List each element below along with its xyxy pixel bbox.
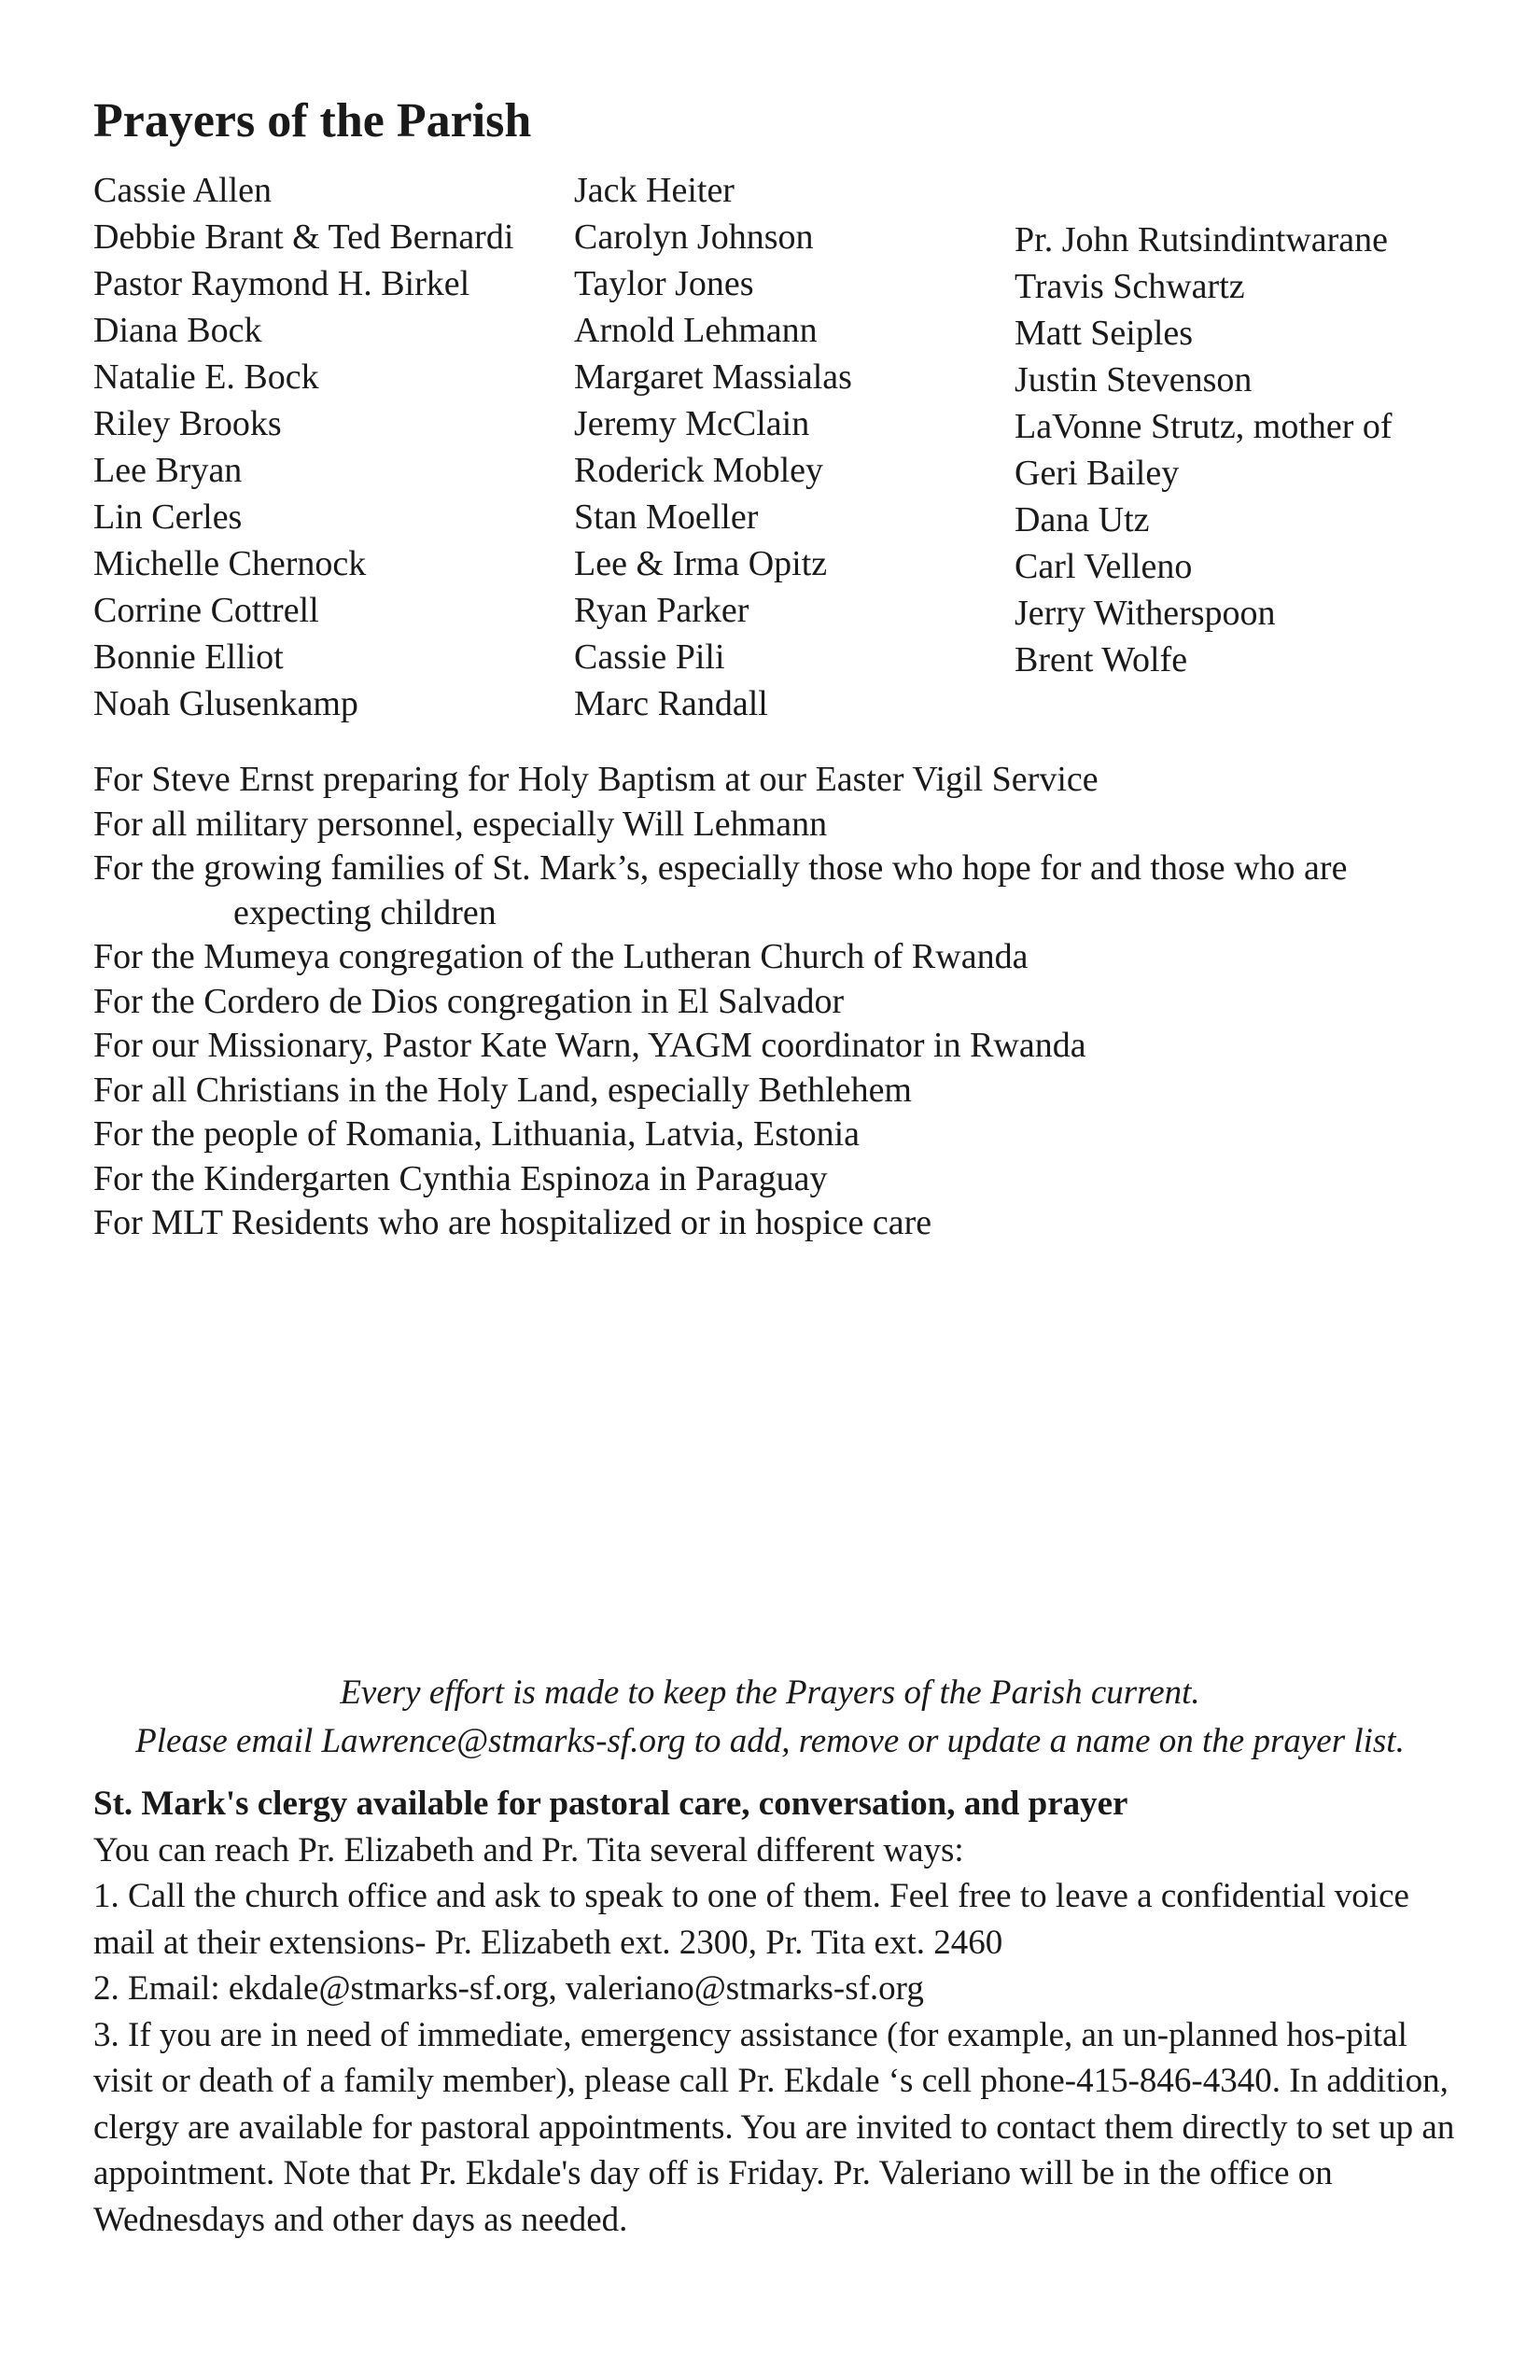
prayer-name: Carl Velleno	[1015, 547, 1193, 586]
prayer-intention: For the growing families of St. Mark’s, especially those who hope for and those who are expecting children	[93, 848, 1348, 932]
prayer-name: Lin Cerles	[93, 497, 243, 537]
prayer-name: Diana Bock	[93, 311, 262, 350]
clergy-item-1: 1. Call the church office and ask to speak to one of them. Feel free to leave a confidential voice mail at their extensions- Pr. Elizabeth ext. 2300, Pr. Tita ext. 2460	[93, 1877, 1409, 1962]
prayer-name: Lee Bryan	[93, 451, 243, 490]
prayer-name: LaVonne Strutz, mother of	[1015, 407, 1393, 446]
prayer-name: Lee & Irma Opitz	[574, 544, 828, 583]
prayer-name: Jeremy McClain	[574, 404, 810, 443]
prayer-intention: For MLT Residents who are hospitalized or in hospice care	[93, 1203, 932, 1242]
prayer-name: Roderick Mobley	[574, 451, 824, 490]
prayer-names-column-3	[1015, 217, 1393, 683]
clergy-item-2: 2. Email: ekdale@stmarks-sf.org, valeriano@stmarks-sf.org	[93, 1969, 924, 2008]
prayer-name: Michelle Chernock	[93, 544, 367, 583]
prayer-name: Pastor Raymond H. Birkel	[93, 264, 470, 303]
prayer-name: Pr. John Rutsindintwarane	[1015, 220, 1389, 259]
clergy-section	[93, 1781, 1456, 2243]
prayer-name: Jerry Witherspoon	[1015, 594, 1276, 633]
prayer-name: Natalie E. Bock	[93, 357, 319, 397]
prayer-intention: For the people of Romania, Lithuania, Latvia, Estonia	[93, 1114, 861, 1154]
prayer-name: Bonnie Elliot	[93, 637, 284, 677]
prayer-name: Carolyn Johnson	[574, 217, 814, 257]
page-title: Prayers of the Parish	[93, 94, 532, 147]
prayer-name: Corrine Cottrell	[93, 591, 319, 630]
prayer-name: Noah Glusenkamp	[93, 684, 358, 723]
prayer-name: Matt Seiples	[1015, 314, 1194, 353]
notice-line-1: Every effort is made to keep the Prayers of the Parish current.	[340, 1673, 1200, 1712]
clergy-item-3: 3. If you are in need of immediate, emergency assistance (for example, an un-planned hos-pital visit or death of a family member), please call Pr. Ekdale ‘s cell phone-415-846-4340. In addition, clergy are available for pastoral appointments. You are invited to contact them directly to set up an appointment. Note that Pr. Ekdale's day off is Friday. Pr. Valeriano will be in the office on Wednesdays and other days as needed.	[93, 2015, 1455, 2239]
prayer-name: Margaret Massialas	[574, 357, 852, 397]
clergy-intro: You can reach Pr. Elizabeth and Pr. Tita several different ways:	[93, 1830, 964, 1869]
prayer-intentions	[93, 758, 1475, 1246]
prayer-names-column-1	[93, 167, 513, 727]
prayer-intention: For all Christians in the Holy Land, especially Bethlehem	[93, 1070, 912, 1110]
prayer-name: Stan Moeller	[574, 497, 759, 537]
prayer-names-column-2	[574, 167, 852, 727]
prayer-name: Debbie Brant & Ted Bernardi	[93, 217, 514, 257]
prayer-intention: For all military personnel, especially Will Lehmann	[93, 804, 828, 844]
prayer-intention: For the Kindergarten Cynthia Espinoza in Paraguay	[93, 1158, 828, 1198]
prayer-list-notice	[56, 1669, 1484, 1766]
prayer-intention: For our Missionary, Pastor Kate Warn, YAGM coordinator in Rwanda	[93, 1026, 1086, 1065]
prayer-name: Riley Brooks	[93, 404, 282, 443]
prayer-name: Travis Schwartz	[1015, 267, 1245, 306]
prayer-intention: For the Mumeya congregation of the Lutheran Church of Rwanda	[93, 937, 1029, 976]
prayer-name: Cassie Allen	[93, 171, 273, 210]
notice-line-2: Please email Lawrence@stmarks-sf.org to add, remove or update a name on the prayer list.	[135, 1722, 1405, 1760]
prayer-intention: For the Cordero de Dios congregation in El Salvador	[93, 981, 845, 1021]
prayer-name: Cassie Pili	[574, 637, 725, 677]
prayer-name: Jack Heiter	[574, 171, 735, 210]
clergy-heading: St. Mark's clergy available for pastoral care, conversation, and prayer	[93, 1785, 1128, 1823]
prayer-name: Ryan Parker	[574, 591, 749, 630]
prayer-name: Arnold Lehmann	[574, 311, 818, 350]
prayer-name: Taylor Jones	[574, 264, 754, 303]
prayer-name: Geri Bailey	[1015, 454, 1180, 493]
prayer-name: Justin Stevenson	[1015, 360, 1253, 399]
prayer-name: Marc Randall	[574, 684, 768, 723]
prayer-name: Brent Wolfe	[1015, 640, 1188, 679]
prayer-name: Dana Utz	[1015, 500, 1150, 539]
prayer-intention: For Steve Ernst preparing for Holy Baptism at our Easter Vigil Service	[93, 760, 1099, 799]
